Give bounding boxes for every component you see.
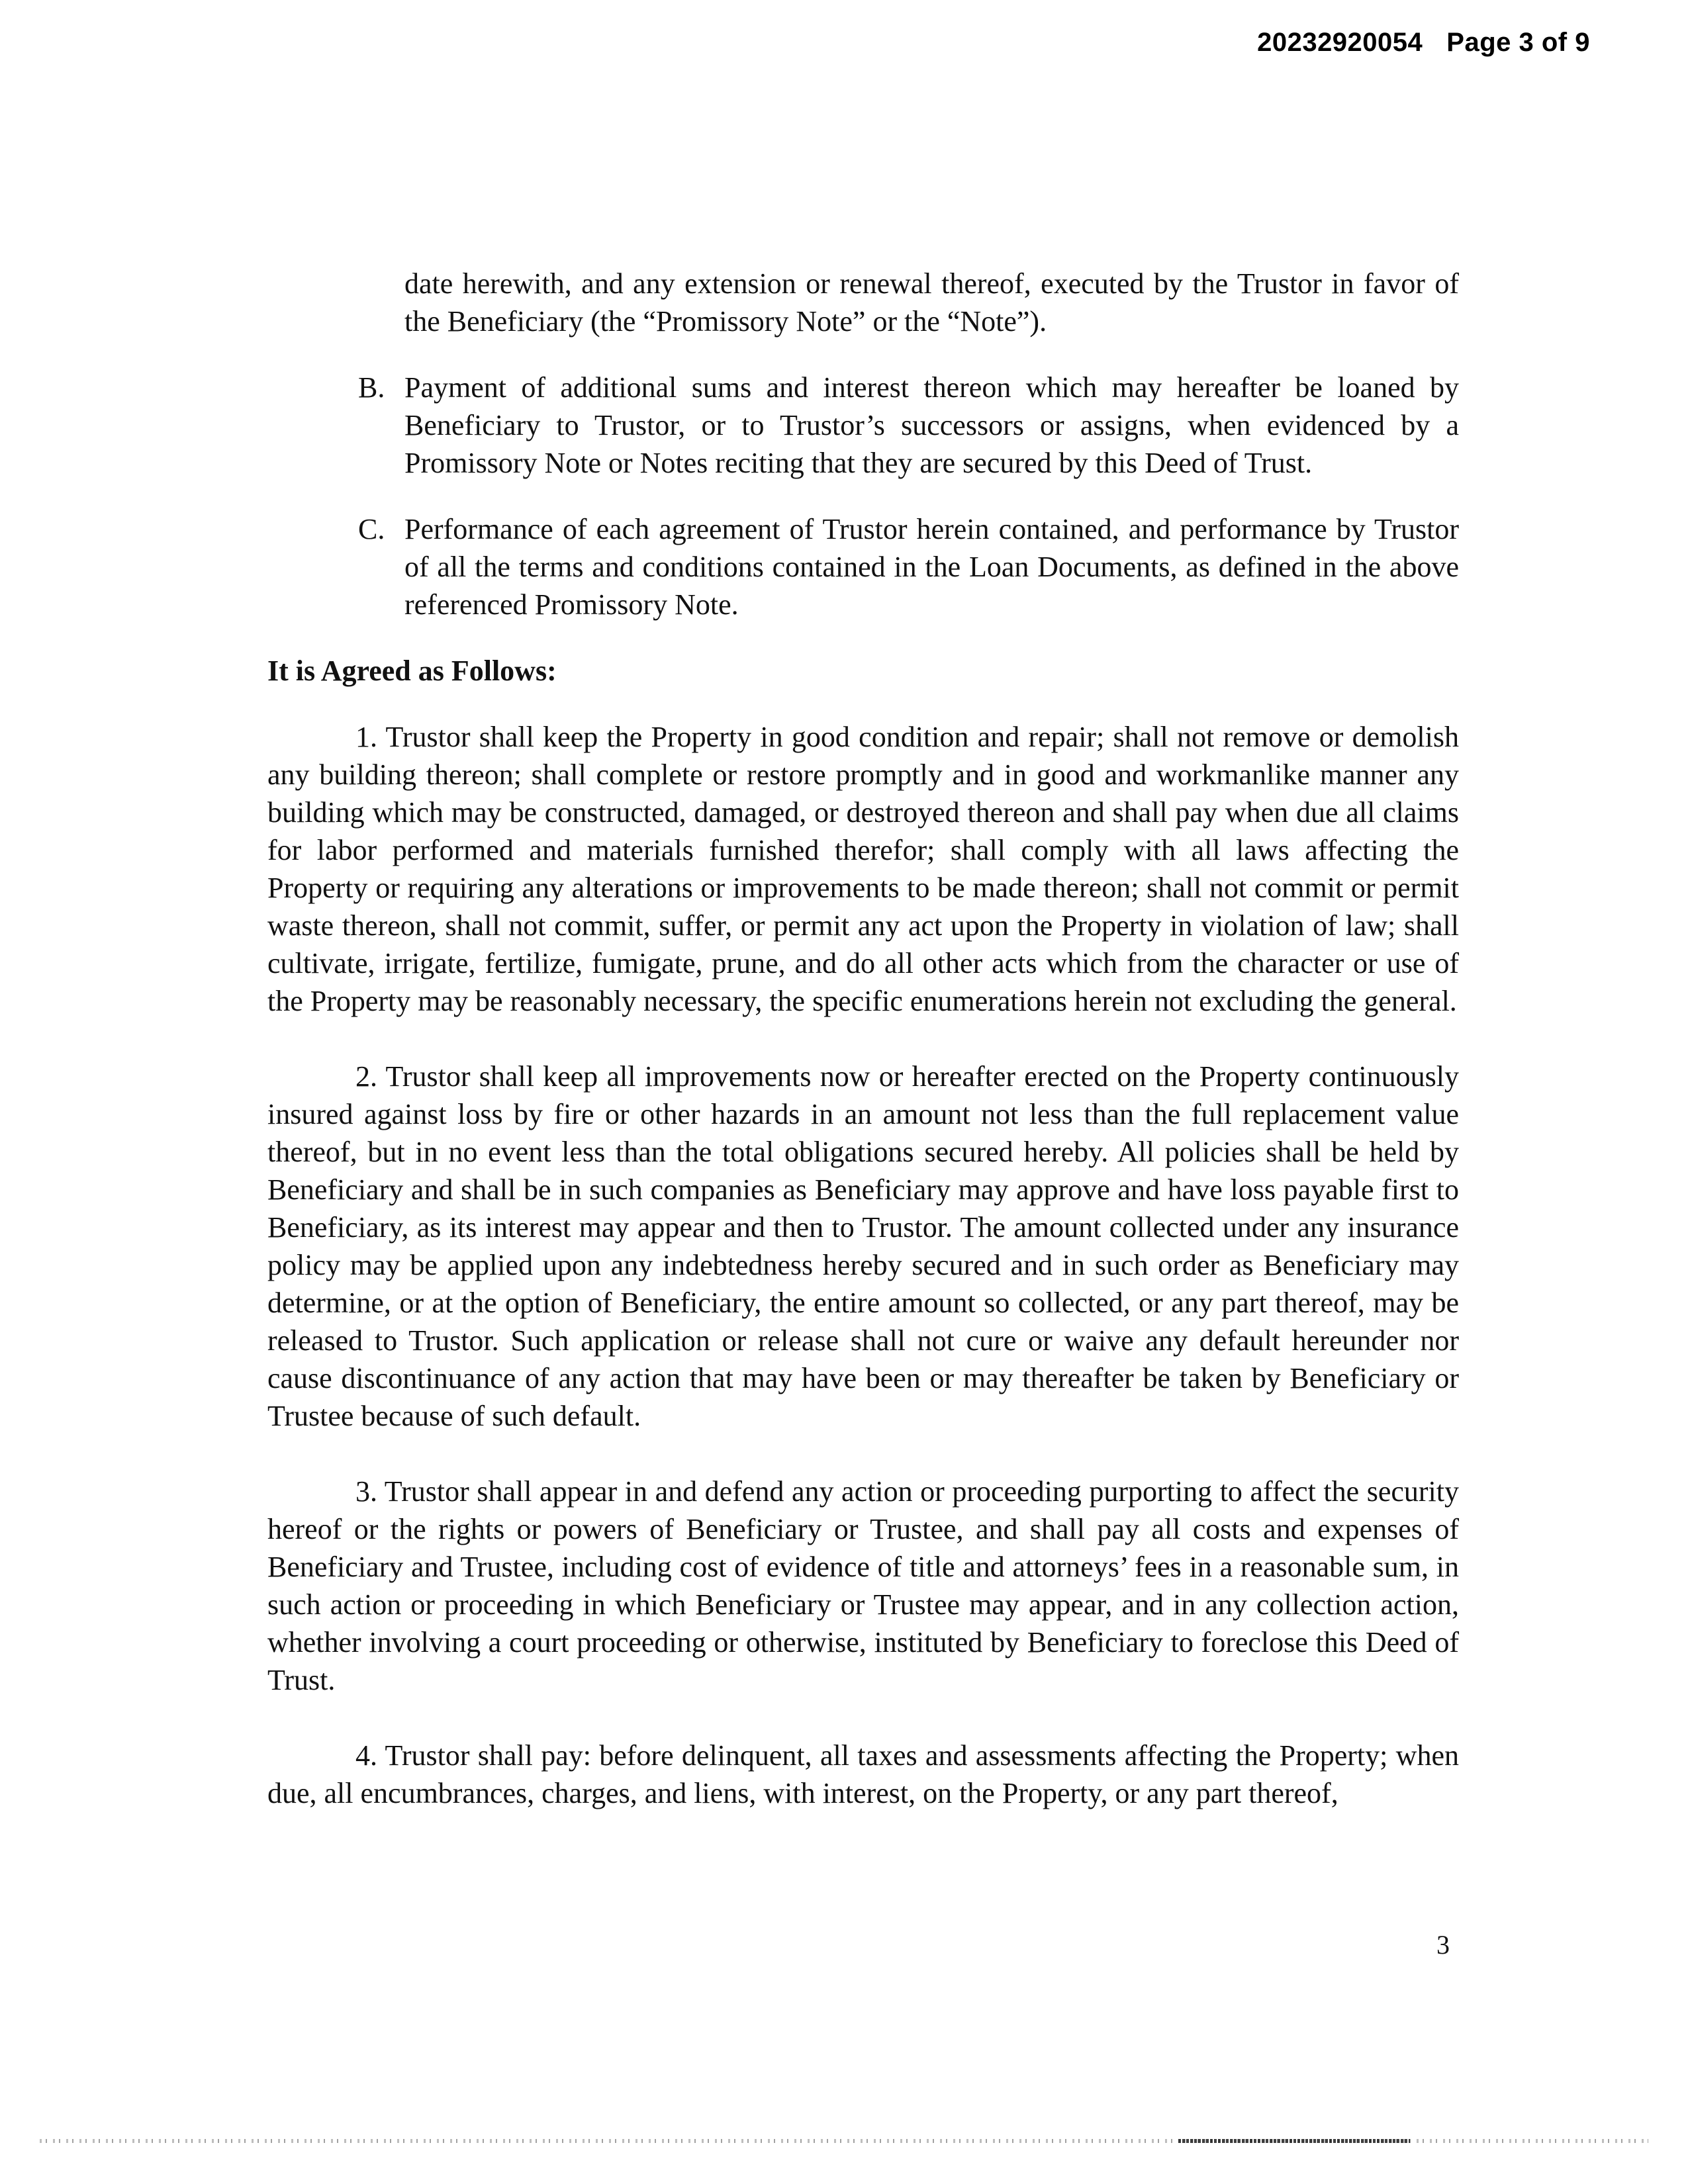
- document-body: [267, 265, 1459, 1812]
- list-item-text: Performance of each agreement of Trustor herein contained, and performance by Trustor of all the terms and conditions contained in the Loan Documents, as defined in the above referenced Promissory Note.: [404, 513, 1459, 621]
- section-heading: It is Agreed as Follows:: [267, 655, 557, 687]
- paragraph-1: 1. Trustor shall keep the Property in good condition and repair; shall not remove or demolish any building thereon; shall complete or restore promptly and in good and workmanlike manner any building which may be constructed, damaged, or destroyed thereon and shall pay when due all claims for labor performed and materials furnished therefor; shall comply with all laws affecting the Property or requiring any alterations or improvements to be made thereon; shall not commit or permit waste thereon, shall not commit, suffer, or permit any act upon the Property in violation of law; shall cultivate, irrigate, fertilize, fumigate, prune, and do all other acts which from the character or use of the Property may be reasonably necessary, the specific enumerations herein not excluding the general.: [267, 721, 1459, 1017]
- paragraph-4: 4. Trustor shall pay: before delinquent, all taxes and assessments affecting the Property; when due, all encumbrances, charges, and liens, with interest, on the Property, or any part thereof,: [267, 1739, 1459, 1809]
- scan-artifact-barcode: [1178, 2139, 1410, 2143]
- list-item-text: Payment of additional sums and interest thereon which may hereafter be loaned by Beneficiary to Trustor, or to Trustor’s successors or assigns, when evidenced by a Promissory Note or Notes reciting that they are secured by this Deed of Trust.: [404, 371, 1459, 479]
- list-item-b: [358, 369, 1459, 482]
- document-header: [1257, 28, 1590, 58]
- page-number: 3: [1436, 1930, 1450, 1960]
- list-item-label: C.: [358, 513, 385, 545]
- page-indicator: Page 3 of 9: [1446, 28, 1590, 57]
- paragraph-2: 2. Trustor shall keep all improvements now or hereafter erected on the Property continuously insured against loss by fire or other hazards in an amount not less than the full replacement value thereof, but in no event less than the total obligations secured hereby. All policies shall be held by Beneficiary and shall be in such companies as Beneficiary may approve and have loss payable first to Beneficiary, as its interest may appear and then to Trustor. The amount collected under any insurance policy may be applied upon any indebtedness hereby secured and in such order as Beneficiary may determine, or at the option of Beneficiary, the entire amount so collected, or any part thereof, may be released to Trustor. Such application or release shall not cure or waive any default hereunder nor cause discontinuance of any action that may have been or may thereafter be taken by Beneficiary or Trustee because of such default.: [267, 1060, 1459, 1432]
- list-item-c: [358, 510, 1459, 623]
- paragraph-3: 3. Trustor shall appear in and defend any action or proceeding purporting to affect the security hereof or the rights or powers of Beneficiary or Trustee, and shall pay all costs and expenses of Beneficiary and Trustee, including cost of evidence of title and attorneys’ fees in a reasonable sum, in such action or proceeding in which Beneficiary or Trustee may appear, and in any collection action, whether involving a court proceeding or otherwise, instituted by Beneficiary to foreclose this Deed of Trust.: [267, 1475, 1459, 1696]
- list-item-label: B.: [358, 371, 385, 404]
- document-number: 20232920054: [1257, 28, 1423, 57]
- continued-paragraph: date herewith, and any extension or renewal thereof, executed by the Trustor in favor of the Beneficiary (the “Promissory Note” or the “Note”).: [404, 267, 1459, 338]
